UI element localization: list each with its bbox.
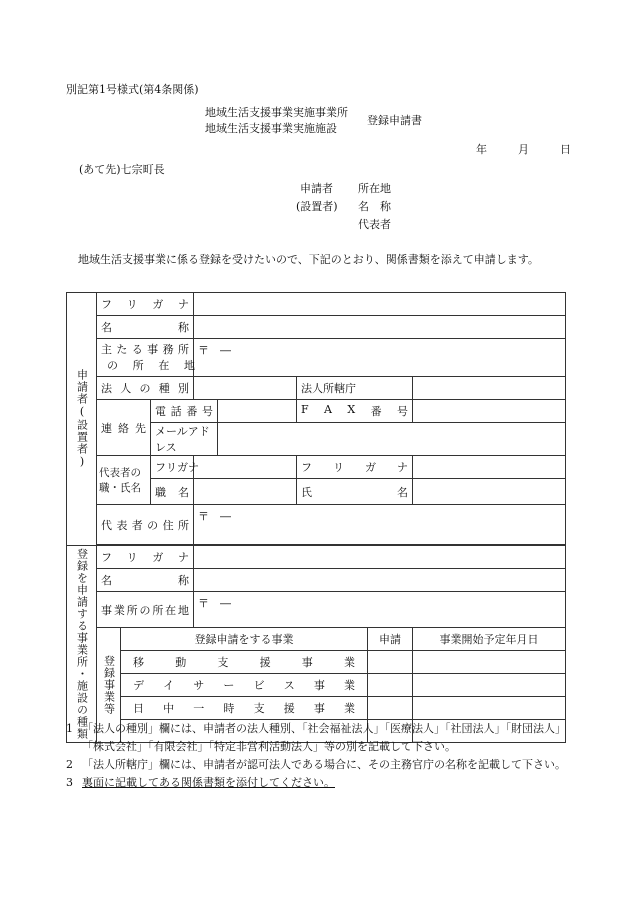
name-label: 名 称 (97, 316, 194, 339)
application-table (66, 292, 566, 743)
fax-field[interactable] (413, 400, 566, 423)
start-cell-2[interactable] (413, 674, 566, 697)
title-line-1: 地域生活支援事業実施事業所 (205, 106, 348, 119)
date-line (476, 141, 571, 157)
fac-address-label: 事 業 所 の 所 在 地 (97, 592, 194, 628)
phone-field[interactable] (218, 400, 297, 423)
rep-title-name-label: 代表者の職・氏名 (97, 456, 151, 505)
main-office-label: 主 た る 事 務 所 の 所 在 地 (97, 339, 194, 377)
email-field[interactable] (218, 423, 566, 456)
start-cell-1[interactable] (413, 651, 566, 674)
applicant-address-label: 所在地 (358, 182, 391, 195)
title-line-2: 地域生活支援事業実施施設 (205, 122, 337, 135)
rep-furigana-label-1: フ リ ガ ナ (151, 456, 194, 479)
rep-furigana-label-2: フ リ ガ ナ (297, 456, 413, 479)
addressee: (あて先)七宗町長 (79, 163, 165, 176)
business-row-2: デ イ サ ー ビ ス 事 業 (121, 674, 368, 697)
furigana-field[interactable] (194, 293, 566, 316)
rep-position-label: 職 名 (151, 479, 194, 505)
note-3: 3 裏面に記載してある関係書類を添付してください。 (66, 776, 335, 789)
applicant-label: 申請者 (300, 182, 333, 195)
postal-mark: 〒 ― (198, 344, 231, 357)
phone-label: 電 話 番 号 (151, 400, 218, 423)
applicant-label-sub: (設置者) (296, 200, 338, 213)
rep-furigana-field-2[interactable] (413, 456, 566, 479)
corp-authority-field[interactable] (413, 377, 566, 400)
furigana-label: フ リ ガ ナ (97, 293, 194, 316)
col-business-header: 登録申請をする事業 (121, 628, 368, 651)
rep-address-label: 代 表 者 の 住 所 (97, 505, 194, 545)
business-row-1: 移 動 支 援 事 業 (121, 651, 368, 674)
email-label: メールアドレス (151, 423, 218, 456)
applicant-name-label: 名 称 (358, 200, 391, 213)
notes (66, 720, 566, 792)
corp-authority-label: 法人所轄庁 (297, 377, 413, 400)
fac-furigana-label: フ リ ガ ナ (97, 546, 194, 569)
rep-address-field[interactable] (194, 505, 566, 545)
date-day: 日 (560, 143, 571, 156)
fac-name-field[interactable] (194, 569, 566, 592)
fac-postal-mark: 〒 ― (198, 597, 231, 610)
rep-position-field[interactable] (194, 479, 297, 505)
col-apply-header: 申請 (368, 628, 413, 651)
apply-cell-1[interactable] (368, 651, 413, 674)
apply-cell-2[interactable] (368, 674, 413, 697)
fac-furigana-field[interactable] (194, 546, 566, 569)
contact-label: 連 絡 先 (97, 400, 151, 456)
rep-name-label: 氏 名 (297, 479, 413, 505)
rep-name-field[interactable] (413, 479, 566, 505)
fax-label: F A X 番 号 (297, 400, 413, 423)
reg-business-label: 登録事業等 (97, 628, 121, 743)
main-office-field[interactable] (194, 339, 566, 377)
apply-cell-3[interactable] (368, 697, 413, 720)
title-suffix: 登録申請書 (367, 114, 422, 127)
note-1: 1 「法人の種別」欄には、申請者の法人種別、「社会福祉法人」「医療法人」「社団法人」「財団法人」「株式会社」「有限会社」「特定非営利活動法人」等の別を記載して下さい。 (66, 722, 566, 753)
section-facility: 登録を申請する事業所・施設の種類 (67, 546, 97, 743)
corp-type-field[interactable] (194, 377, 297, 400)
start-cell-3[interactable] (413, 697, 566, 720)
rep-postal-mark: 〒 ― (198, 510, 231, 523)
section-applicant: 申請者(設置者) (67, 293, 97, 546)
name-field[interactable] (194, 316, 566, 339)
business-row-3: 日 中 一 時 支 援 事 業 (121, 697, 368, 720)
form-id: 別記第1号様式(第4条関係) (66, 83, 199, 96)
date-year: 年 (476, 143, 487, 156)
note-2: 2 「法人所轄庁」欄には、申請者が認可法人である場合に、その主務官庁の名称を記載して下さい。 (66, 758, 566, 771)
fac-name-label: 名 称 (97, 569, 194, 592)
rep-furigana-field-1[interactable] (194, 456, 297, 479)
fac-address-field[interactable] (194, 592, 566, 628)
date-month: 月 (518, 143, 529, 156)
intro-text: 地域生活支援事業に係る登録を受けたいので、下記のとおり、関係書類を添えて申請します。 (78, 253, 539, 266)
col-start-header: 事業開始予定年月日 (413, 628, 566, 651)
applicant-rep-label: 代表者 (358, 218, 391, 231)
corp-type-label: 法 人 の 種 別 (97, 377, 194, 400)
